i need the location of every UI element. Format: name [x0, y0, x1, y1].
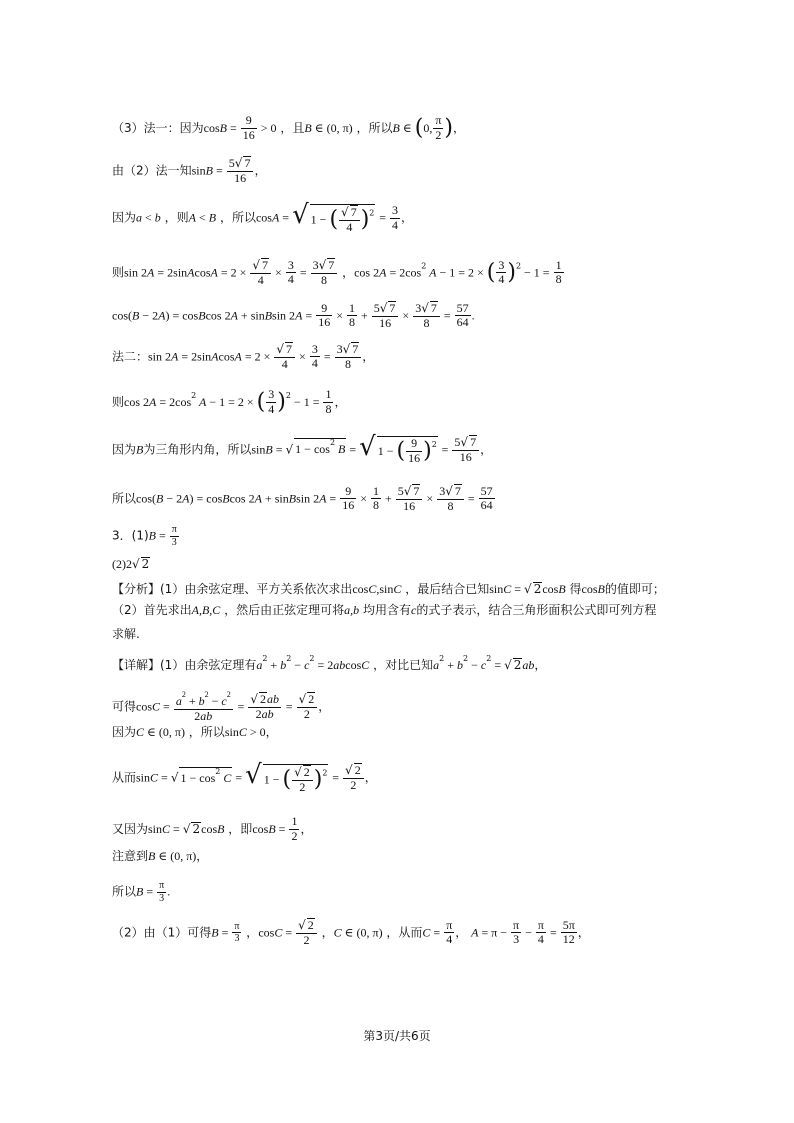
line-15: 【详解】(1）由余弦定理有$a^2 + b^2 - c^2 = 2abcosC$ ，对比已知$a^2 + b^2 - c^2$ = √ 2ab， — [112, 654, 547, 672]
text: （3）法一：因为 — [112, 120, 204, 135]
text: ，且 — [280, 120, 305, 135]
text: 注意到 — [112, 849, 149, 863]
text: ，最后结合已知 — [405, 582, 490, 596]
text: 从而 — [112, 770, 137, 785]
text: ，从而 — [386, 925, 423, 940]
line-6: 法二：sin 2A = 2sinAcosA = 2 × $\frac{√ 7}{4}$ × $\frac{3}{4}$ = $\frac{3√ 7}{8}$ ， — [112, 341, 375, 371]
text: 得 — [569, 582, 582, 596]
text: ，然后由正弦定理可将 — [224, 603, 345, 617]
page-footer: 第3页/共6页 — [363, 1029, 431, 1043]
text: 由（2）法一知 — [112, 163, 192, 178]
line-1: （3）法一：因为cosB = $\frac{9}{16}$ > 0 ，且B ∈ (0, π) ，所以B ∈ (0, $\frac{\pi}{2}$ )， — [112, 113, 466, 142]
line-2: 由（2）法一知sinB = $\frac{5√ 7}{16}$ ， — [112, 156, 267, 185]
text: ，所以 — [219, 210, 256, 225]
line-21: 所以B = $\frac{\pi}{3}$ . — [112, 880, 171, 904]
line-9: 所以cos(B − 2A) = cosBcos 2A + sinBsin 2A = $\frac{9}{16}$ × $\frac{1}{8}$ + $\frac{5√ 7}{16}$ × $\frac{3√ 7}{8}$ = $\frac{57}{64}$ — [112, 483, 493, 513]
line-8: 因为B为三角形内角，所以sinB = √ $1 - \cos^2 B$ = √ 1 − ( $\frac{9}{16}$ )$^2$ = $\frac{5√ 7}{16}$ ， — [112, 432, 493, 465]
text: 求解. — [112, 627, 140, 641]
text: 所以 — [112, 884, 137, 899]
line-17: 因为C ∈ (0, π) ，所以sinC > 0， — [112, 725, 278, 739]
text: 法二： — [112, 349, 149, 364]
text: 的值即可； — [604, 582, 665, 596]
text: ，对比已知 — [373, 658, 434, 672]
line-3: 因为a < b ，则A < B ，所以cosA = √ 1 − ( $\frac{√ 7}{4}$ )$^2$ = $\frac{3}{4}$ ， — [112, 200, 413, 234]
line-11: (2)2√ 2 — [112, 557, 150, 571]
text: ， — [321, 925, 334, 940]
line-16: 可得cosC = $\frac{a^2 + b^2 - c^2}{2ab}$ = $\frac{√ 2ab}{2ab}$ = $\frac{√ 2}{2}$ ， — [112, 690, 331, 723]
text: ，所以 — [356, 120, 393, 135]
text: 因为 — [112, 210, 137, 225]
line-12: 【分析】(1）由余弦定理、平方关系依次求出cosC,sinC ，最后结合已知sinC = √ 2cosB 得cosB的值即可； — [112, 582, 665, 596]
text: 则 — [112, 265, 125, 280]
line-19: 又因为sinC = √ 2cosB ，即cosB = $\frac{1}{2}$ ， — [112, 814, 313, 843]
text: 可得 — [112, 699, 137, 714]
text: 因为 — [112, 725, 137, 739]
text: 的式子表示，结合三角形面积公式即可列方程 — [416, 603, 657, 617]
text: （2）首先求出 — [112, 603, 192, 617]
text: 【详解】(1）由余弦定理有 — [112, 658, 257, 672]
line-18: 从而sinC = √ $1 - \cos^2 C$ = √ 1 − ( $\frac{√ 2}{2}$ )$^2$ = $\frac{√ 2}{2}$ ， — [112, 760, 377, 794]
text: ，则 — [164, 210, 189, 225]
text: (2) — [112, 557, 126, 571]
line-14 — [112, 628, 140, 640]
text: （2）由（1）可得 — [112, 925, 212, 940]
text: 因为 — [112, 442, 137, 457]
text: 为三角形内角，所以 — [143, 442, 252, 457]
text: ， — [246, 925, 259, 940]
text: 均用含有 — [362, 603, 411, 617]
line-22: （2）由（1）可得B = $\frac{\pi}{3}$ ，cosC = $\frac{√ 2}{2}$ ，C ∈ (0, π) ，从而C = $\frac{\pi}{4}$ ， A = π − $\frac{\pi}{3}$ − $\frac{\pi}{4}$ = $\frac{5\pi}{12}$ ， — [112, 917, 590, 947]
text: 3．(1) — [112, 528, 149, 543]
line-10: 3．(1)B = $\frac{\pi}{3}$ — [112, 524, 177, 548]
line-7: 则$\cos 2A = 2\cos^2$ A − 1 = 2 × ( $\frac{3}{4}$ )$^2$ − 1 = $\frac{1}{8}$ ， — [112, 387, 347, 416]
line-13: （2）首先求出A,B,C ，然后由正弦定理可将a,b 均用含有c的式子表示，结合三角形面积公式即可列方程 — [112, 603, 657, 617]
text: ，即 — [228, 821, 253, 836]
line-5: cos(B − 2A) = cosBcos 2A + sinBsin 2A = $\frac{9}{16}$ × $\frac{1}{8}$ + $\frac{5√ 7}{16}$ × $\frac{3√ 7}{8}$ = $\frac{57}{64}$ . — [112, 300, 475, 330]
text: 又因为 — [112, 821, 149, 836]
text: ，所以 — [188, 725, 225, 739]
text: 则 — [112, 394, 125, 409]
text: 所以 — [112, 491, 137, 506]
line-20: 注意到B ∈ (0, π)， — [112, 849, 209, 863]
text: 【分析】(1）由余弦定理、平方关系依次求出 — [112, 582, 353, 596]
line-4: 则sin 2A = 2sinAcosA = 2 × $\frac{√ 7}{4}$ × $\frac{3}{4}$ = $\frac{3√ 7}{8}$ ，$\cos 2A = 2\cos^2$ A − 1 = 2 × ( $\frac{3}{4}$ )$^2$ − 1 = $\frac{1}{8}$ — [112, 257, 562, 287]
